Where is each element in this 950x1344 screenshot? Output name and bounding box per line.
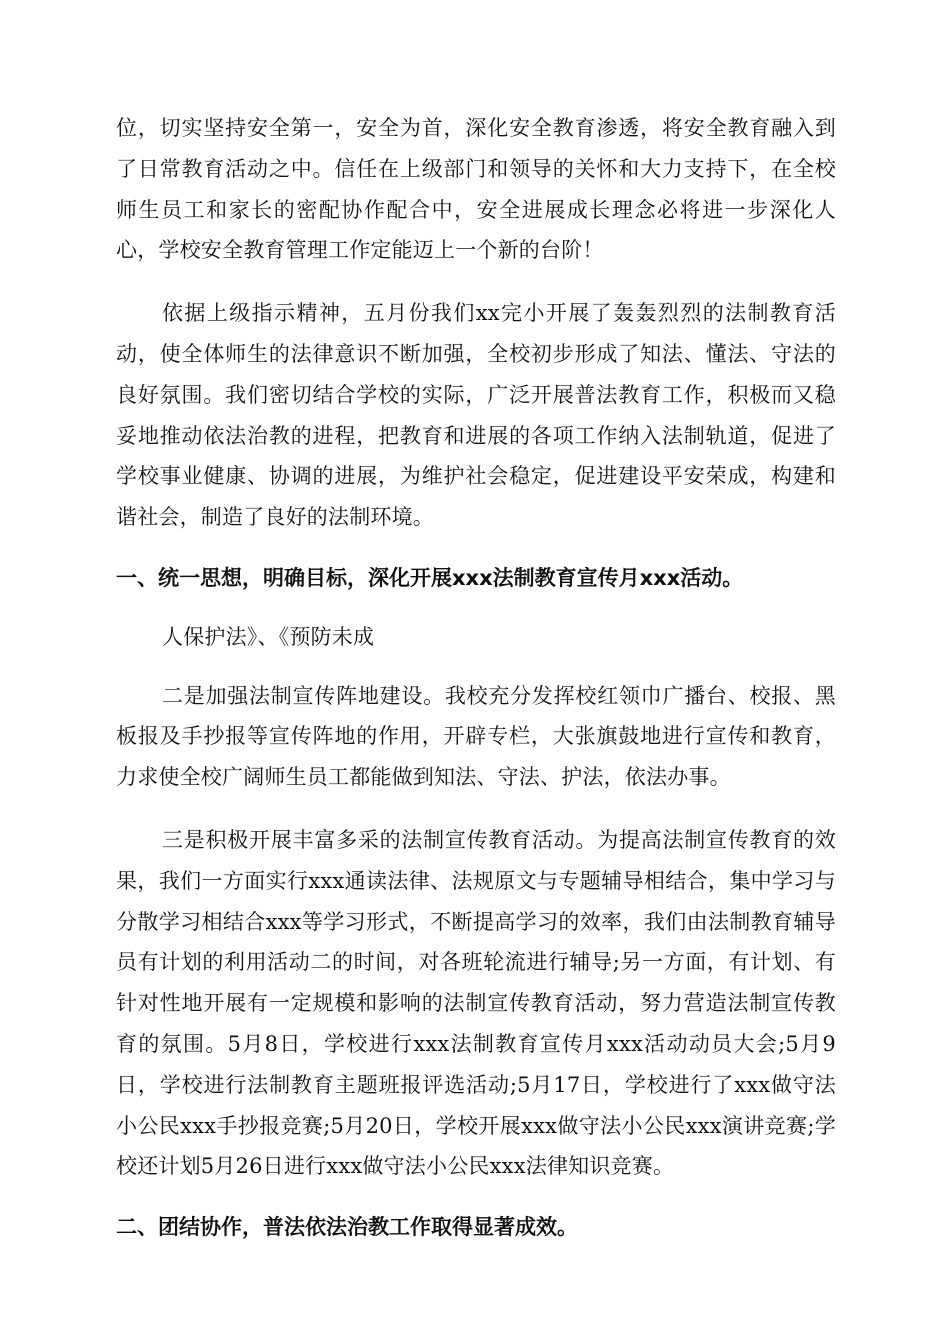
paragraph-safety-conclusion: 位，切实坚持安全第一，安全为首，深化安全教育渗透，将安全教育融入到了日常教育活动之中。信任在上级部门和领导的关怀和大力支持下，在全校师生员工和家长的密配协作配合中，安全进展成长理念必将进一步深化人心，学校安全教育管理工作定能迈上一个新的台阶！ (116, 116, 836, 263)
section-heading-2: 二、团结协作，普法依法治教工作取得显著成效。 (116, 1215, 578, 1240)
document-body (116, 108, 836, 1248)
section-heading-1: 一、统一思想，明确目标，深化开展xxx法制教育宣传月xxx活动。 (116, 565, 744, 590)
paragraph-fragment: 人保护法》、《预防未成 (162, 624, 375, 649)
paragraph-publicity-base: 二是加强法制宣传阵地建设。我校充分发挥校红领巾广播台、校报、黑板报及手抄报等宣传阵地的作用，开辟专栏，大张旗鼓地进行宣传和教育，力求使全校广阔师生员工都能做到知法、守法、护法，依法办事。 (116, 683, 836, 790)
paragraph-activities: 三是积极开展丰富多采的法制宣传教育活动。为提高法制宣传教育的效果，我们一方面实行xxx通读法律、法规原文与专题辅导相结合，集中学习与分散学习相结合xxx等学习形式，不断提高学习的效率，我们由法制教育辅导员有计划的利用活动二的时间，对各班轮流进行辅导;另一方面，有计划、有针对性地开展有一定规模和影响的法制宣传教育活动，努力营造法制宣传教育的氛围。5月8日，学校进行xxx法制教育宣传月xxx活动动员大会;5月9日，学校进行法制教育主题班报评选活动;5月17日，学校进行了xxx做守法小公民xxx手抄报竞赛;5月20日，学校开展xxx做守法小公民xxx演讲竞赛;学校还计划5月26日进行xxx做守法小公民xxx法律知识竞赛。 (116, 827, 836, 1179)
paragraph-legal-education-intro: 依据上级指示精神，五月份我们xx完小开展了轰轰烈烈的法制教育活动，使全体师生的法律意识不断加强，全校初步形成了知法、懂法、守法的良好氛围。我们密切结合学校的实际，广泛开展普法教育工作，积极而又稳妥地推动依法治教的进程，把教育和进展的各项工作纳入法制轨道，促进了学校事业健康、协调的进展，为维护社会稳定，促进建设平安荣成，构建和谐社会，制造了良好的法制环境。 (116, 301, 836, 530)
